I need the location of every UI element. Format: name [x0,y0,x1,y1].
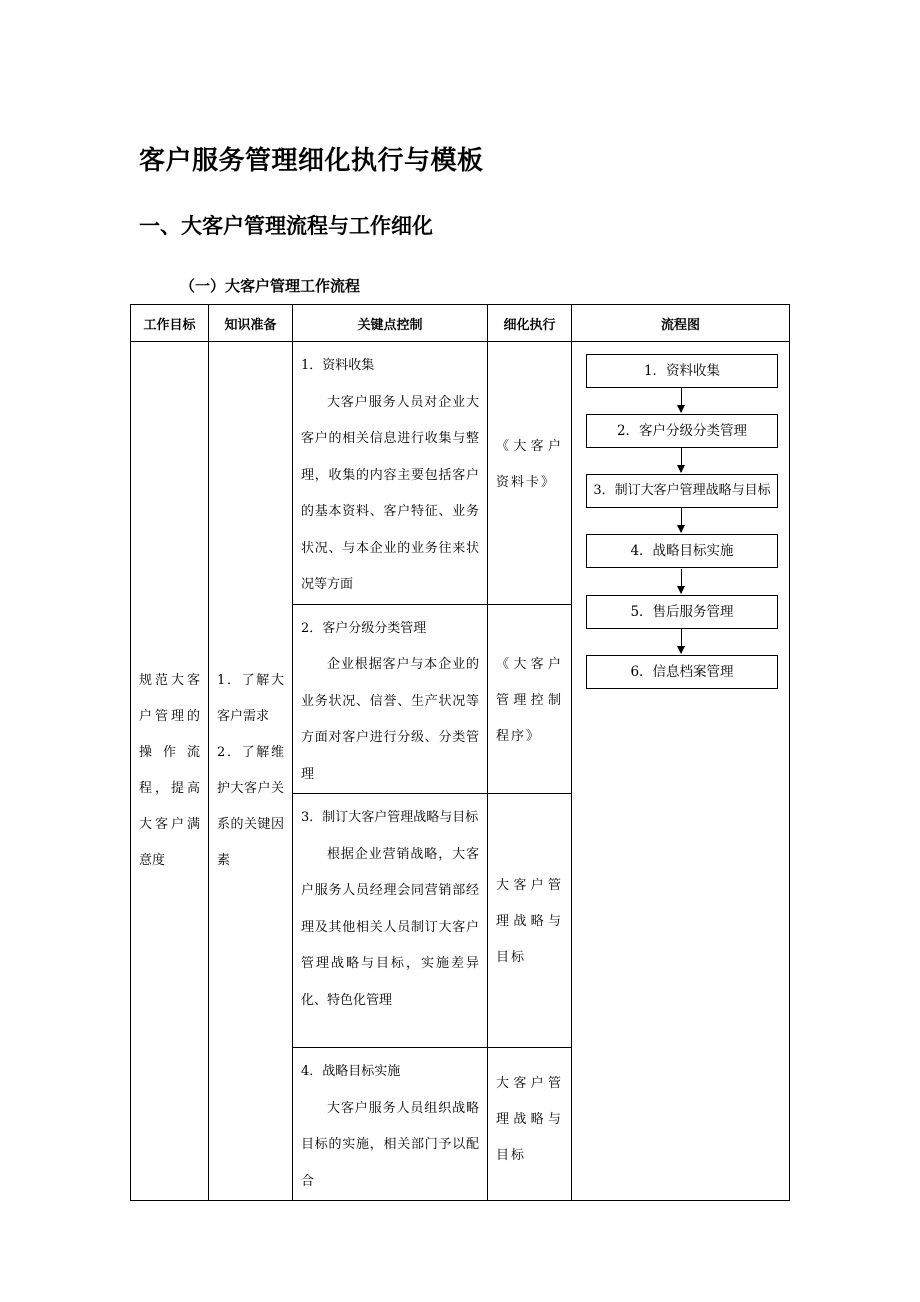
key-point-cell [293,342,488,605]
knowledge-item: 2．了解维护大客户关系的关键因素 [217,745,284,868]
execution-cell: 《大客户管理控制程序》 [488,604,572,794]
flowchart-cell [572,342,790,1201]
header-knowledge: 知识准备 [209,305,293,342]
flow-step: 6．信息档案管理 [586,655,778,689]
key-point-title: 2．客户分级分类管理 [301,620,427,636]
execution-cell: 大客户管理战略与目标 [488,794,572,1048]
execution-cell: 大客户管理战略与目标 [488,1048,572,1201]
key-point-body: 企业根据客户与本企业的业务状况、信誉、生产状况等方面对客户进行分级、分类管理 [301,657,479,782]
flow-step: 3．制订大客户管理战略与目标 [586,474,778,508]
header-execution: 细化执行 [488,305,572,342]
key-point-title: 3．制订大客户管理战略与目标 [301,810,479,825]
flow-step: 1．资料收集 [586,354,778,388]
section-heading: 一、大客户管理流程与工作细化 [139,213,433,238]
key-point-title: 4．战略目标实施 [301,1064,401,1079]
goal-cell: 规范大客户管理的操作流程，提高大客户满意度 [131,342,209,1201]
key-point-cell [293,1048,488,1201]
flow-arrow [681,508,682,532]
header-goal: 工作目标 [131,305,209,342]
header-key-points: 关键点控制 [293,305,488,342]
header-flowchart: 流程图 [572,305,790,342]
flow-arrow [681,569,682,593]
key-point-cell [293,794,488,1048]
table-header-row [131,305,790,342]
key-point-title: 1．资料收集 [301,358,375,373]
flow-step: 4．战略目标实施 [586,534,778,568]
flow-arrow [681,388,682,412]
subsection-heading: （一）大客户管理工作流程 [180,277,361,295]
key-point-body: 大客户服务人员对企业大客户的相关信息进行收集与整理，收集的内容主要包括客户的基本资料、客户特征、业务状况、与本企业的业务往来状况等方面 [301,394,479,592]
flow-arrow [681,629,682,653]
key-point-cell [293,604,488,794]
workflow-table [130,304,790,1201]
knowledge-cell [209,342,293,1201]
flow-step: 5．售后服务管理 [586,595,778,629]
flow-arrow [681,448,682,472]
table-row [131,342,790,605]
key-point-body: 根据企业营销战略，大客户服务人员经理会同营销部经理及其他相关人员制订大客户管理战略与目标，实施差异化、特色化管理 [301,846,479,1008]
flow-step: 2．客户分级分类管理 [586,414,778,448]
key-point-body: 大客户服务人员组织战略目标的实施，相关部门予以配合 [301,1100,479,1189]
knowledge-item: 1．了解大客户需求 [217,673,284,724]
execution-cell: 《大客户资料卡》 [488,342,572,605]
document-title: 客户服务管理细化执行与模板 [139,146,484,176]
